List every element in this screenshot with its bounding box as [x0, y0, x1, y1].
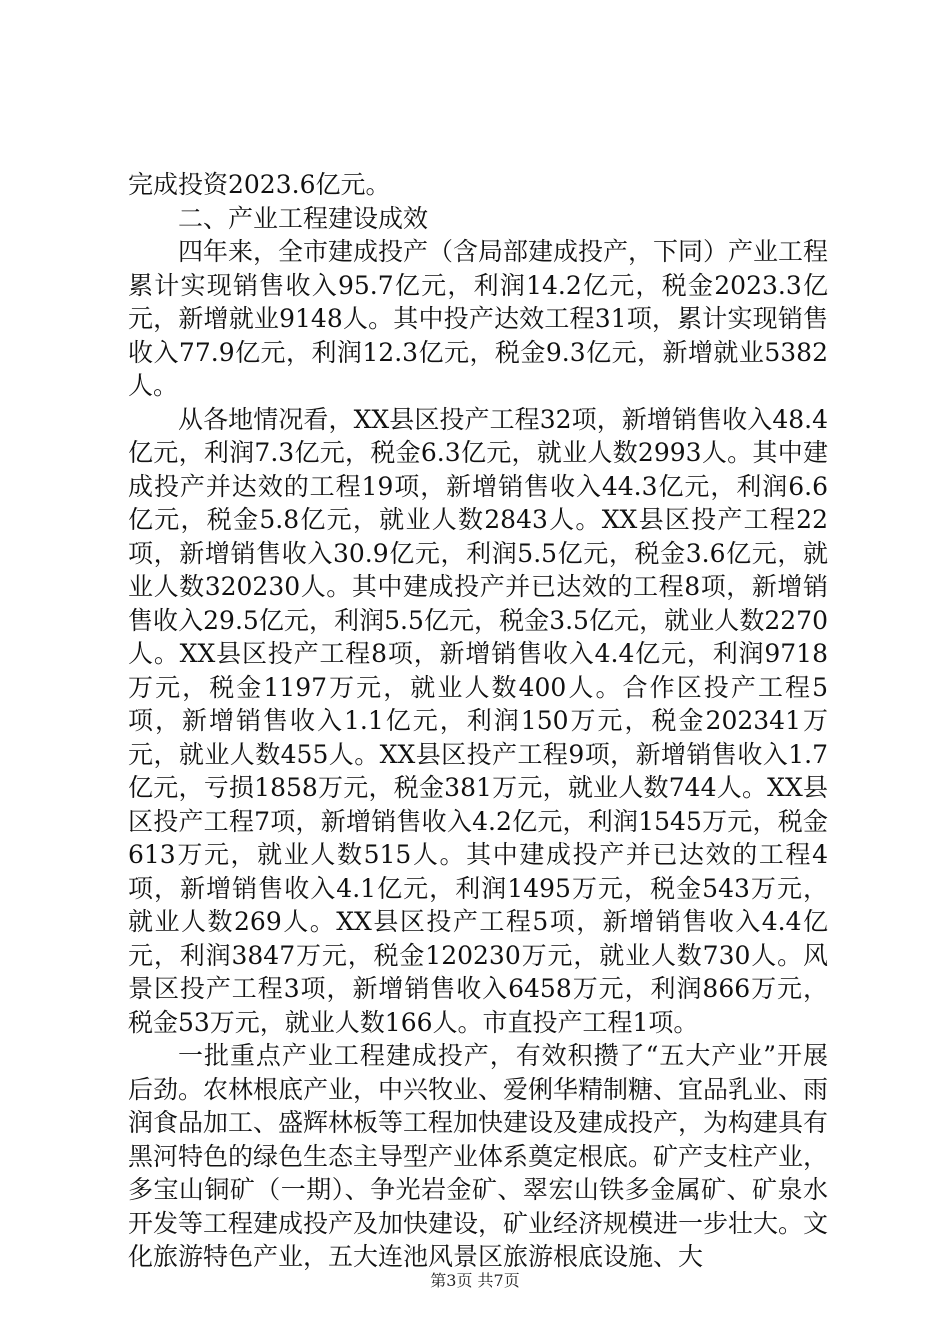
document-body	[128, 168, 828, 1274]
paragraph-key-projects: 一批重点产业工程建成投产，有效积攒了“五大产业”开展后劲。农林根底产业，中兴牧业、爱俐华精制糖、宜品乳业、雨润食品加工、盛辉林板等工程加快建设及建成投产，为构建具有黑河特色的绿色生态主导型产业体系奠定根底。矿产支柱产业，多宝山铜矿（一期）、争光岩金矿、翠宏山铁多金属矿、矿泉水开发等工程建成投产及加快建设，矿业经济规模进一步壮大。文化旅游特色产业，五大连池风景区旅游根底设施、大	[128, 1041, 829, 1271]
section-heading: 二、产业工程建设成效	[178, 203, 429, 233]
paragraph-regional: 从各地情况看，XX县区投产工程32项，新增销售收入48.4亿元，利润7.3亿元，税金6.3亿元，就业人数2993人。其中建成投产并达效的工程19项，新增销售收入44.3亿元，利润6.6亿元，税金5.8亿元，就业人数2843人。XX县区投产工程22项，新增销售收入30.9亿元，利润5.5亿元，税金3.6亿元，就业人数320230人。其中建成投产并已达效的工程8项，新增销售收入29.5亿元，利润5.5亿元，税金3.5亿元，就业人数2270人。XX县区投产工程8项，新增销售收入4.4亿元，利润9718万元，税金1197万元，就业人数400人。合作区投产工程5项，新增销售收入1.1亿元，利润150万元，税金202341万元，就业人数455人。XX县区投产工程9项，新增销售收入1.7亿元，亏损1858万元，税金381万元，就业人数744人。XX县区投产工程7项，新增销售收入4.2亿元，利润1545万元，税金613万元，就业人数515人。其中建成投产并已达效的工程4项，新增销售收入4.1亿元，利润1495万元，税金543万元，就业人数269人。XX县区投产工程5项，新增销售收入4.4亿元，利润3847万元，税金120230万元，就业人数730人。风景区投产工程3项，新增销售收入6458万元，利润866万元，税金53万元，就业人数166人。市直投产工程1项。	[128, 404, 828, 1037]
page-footer	[0, 1271, 950, 1291]
paragraph-continuation: 完成投资2023.6亿元。	[128, 170, 391, 199]
page-number: 第3页 共7页	[430, 1271, 520, 1290]
paragraph-overview: 四年来，全市建成投产（含局部建成投产，下同）产业工程累计实现销售收入95.7亿元，利润14.2亿元，税金2023.3亿元，新增就业9148人。其中投产达效工程31项，累计实现销售收入77.9亿元，利润12.3亿元，税金9.3亿元，新增就业5382人。	[128, 237, 829, 400]
